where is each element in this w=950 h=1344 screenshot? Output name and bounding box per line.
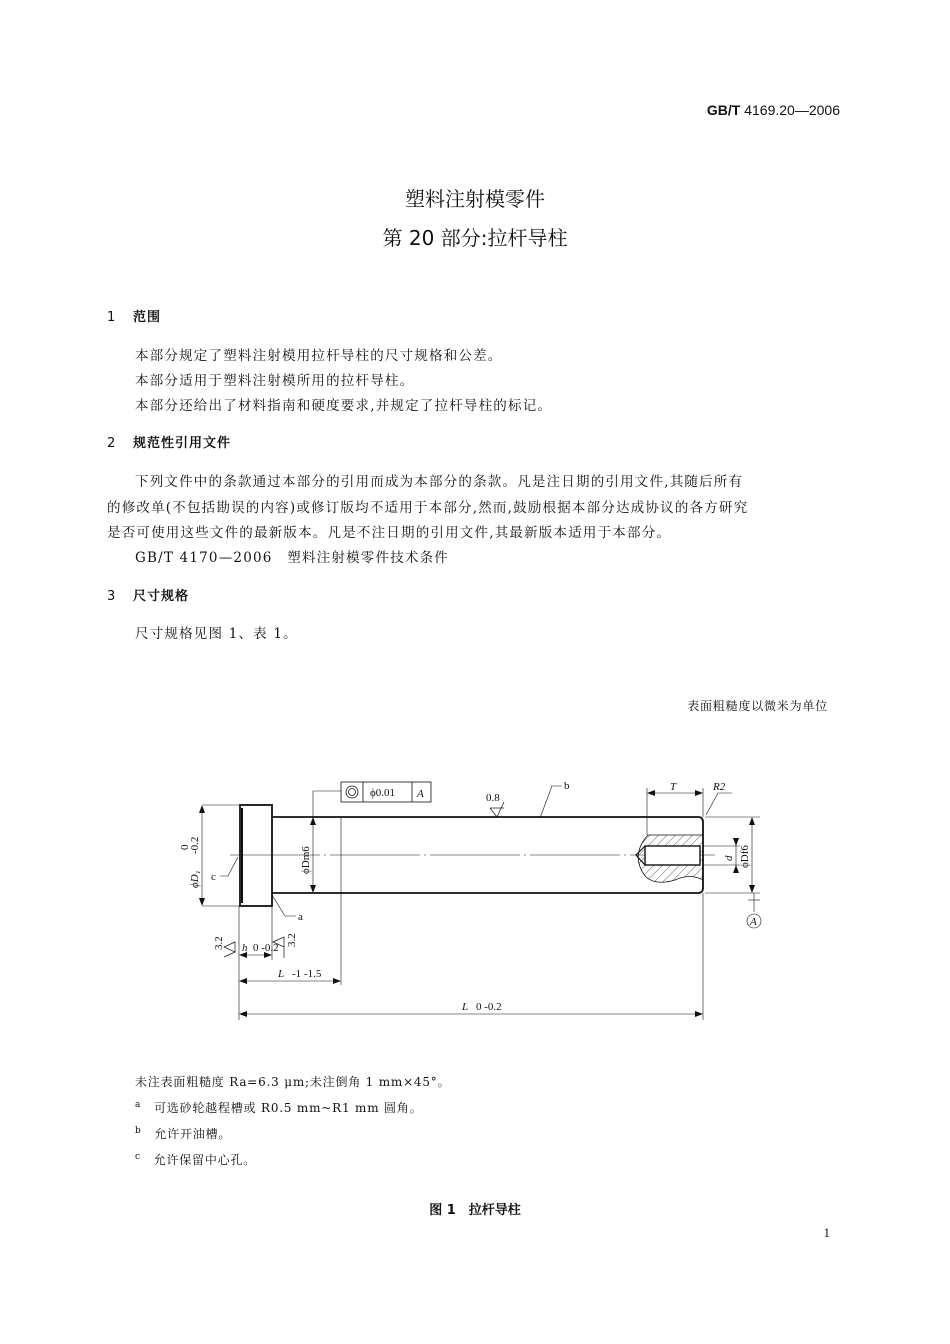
title-line1: 塑料注射模零件 bbox=[405, 187, 545, 211]
reference-title: 塑料注射模零件技术条件 bbox=[287, 550, 449, 566]
dim-h-tol: 0 -0.2 bbox=[253, 942, 279, 954]
paragraph: 下列文件中的条款通过本部分的引用而成为本部分的条款。凡是注日期的引用文件,其随后所有 bbox=[135, 474, 744, 490]
section-title: 尺寸规格 bbox=[133, 589, 190, 604]
note-key: b bbox=[135, 1126, 142, 1136]
roughness-head-left: 3.2 bbox=[213, 936, 225, 950]
dim-t: T bbox=[670, 781, 677, 793]
note-a bbox=[135, 1099, 422, 1116]
section-title: 规范性引用文件 bbox=[133, 436, 232, 451]
section-number: 2 bbox=[107, 436, 117, 451]
dim-d1: ϕD₁ bbox=[189, 870, 201, 888]
dim-df: ϕDf6 bbox=[739, 845, 751, 868]
dim-d: ϕDm6 bbox=[300, 846, 312, 874]
roughness-head-right: 3.2 bbox=[286, 933, 298, 947]
section-title: 范围 bbox=[133, 310, 162, 325]
dim-d1-up: 0 bbox=[179, 844, 191, 850]
datum-a-symbol: A bbox=[750, 916, 757, 928]
paragraph: 是否可使用这些文件的最新版本。凡是不注日期的引用文件,其最新版本适用于本部分。 bbox=[107, 525, 672, 541]
paragraph: 本部分适用于塑料注射模所用的拉杆导柱。 bbox=[135, 373, 415, 389]
standard-code: 4169.20—2006 bbox=[744, 102, 840, 118]
figure-caption: 图 1 拉杆导柱 bbox=[429, 1203, 521, 1218]
callout-b: b bbox=[564, 780, 570, 792]
standard-prefix: GB/T bbox=[706, 102, 741, 118]
concentricity-icon bbox=[346, 786, 358, 798]
pillar-head bbox=[240, 805, 272, 906]
roughness-shaft: 0.8 bbox=[486, 792, 500, 804]
section-number: 3 bbox=[107, 589, 117, 604]
dim-thread-d: d bbox=[723, 855, 735, 861]
paragraph: 本部分规定了塑料注射模用拉杆导柱的尺寸规格和公差。 bbox=[135, 348, 503, 364]
paragraph: 的修改单(不包括勘误的内容)或修订版均不适用于本部分,然而,鼓励根据本部分达成协议的各方研究 bbox=[107, 500, 749, 516]
note-text: 允许保留中心孔。 bbox=[153, 1153, 257, 1167]
dim-l: L bbox=[462, 1001, 469, 1013]
radius-r2: R2 bbox=[713, 781, 726, 793]
dim-l-tol: 0 -0.2 bbox=[476, 1001, 502, 1013]
tolerance-datum: A bbox=[417, 788, 424, 800]
general-note: 未注表面粗糙度 Ra=6.3 μm;未注倒角 1 mm×45°。 bbox=[135, 1075, 451, 1089]
unit-note: 表面粗糙度以微米为单位 bbox=[687, 699, 828, 713]
note-text: 允许开油槽。 bbox=[154, 1127, 232, 1141]
paragraph: 尺寸规格见图 1、表 1。 bbox=[135, 626, 298, 642]
note-c bbox=[135, 1151, 256, 1168]
callout-c: c bbox=[211, 871, 216, 883]
dim-l1-tol: -1 -1.5 bbox=[292, 968, 322, 980]
note-b bbox=[135, 1125, 231, 1142]
section-number: 1 bbox=[107, 310, 117, 325]
note-key: a bbox=[135, 1100, 142, 1110]
reference-code: GB/T 4170—2006 bbox=[135, 550, 273, 566]
dim-h: h bbox=[242, 942, 248, 954]
callout-a: a bbox=[298, 911, 303, 923]
tolerance-value: ϕ0.01 bbox=[370, 787, 396, 799]
page-number: 1 bbox=[823, 1225, 830, 1240]
note-key: c bbox=[135, 1152, 141, 1162]
title-line2: 第 20 部分:拉杆导柱 bbox=[382, 226, 568, 250]
paragraph: 本部分还给出了材料指南和硬度要求,并规定了拉杆导柱的标记。 bbox=[135, 398, 553, 414]
dim-d1-tol: -0.2 bbox=[189, 836, 201, 854]
note-text: 可选砂轮越程槽或 R0.5 mm~R1 mm 圆角。 bbox=[153, 1101, 423, 1115]
arrowheads bbox=[199, 790, 755, 1017]
threaded-hole bbox=[645, 846, 700, 865]
dim-l1: L bbox=[278, 968, 285, 980]
